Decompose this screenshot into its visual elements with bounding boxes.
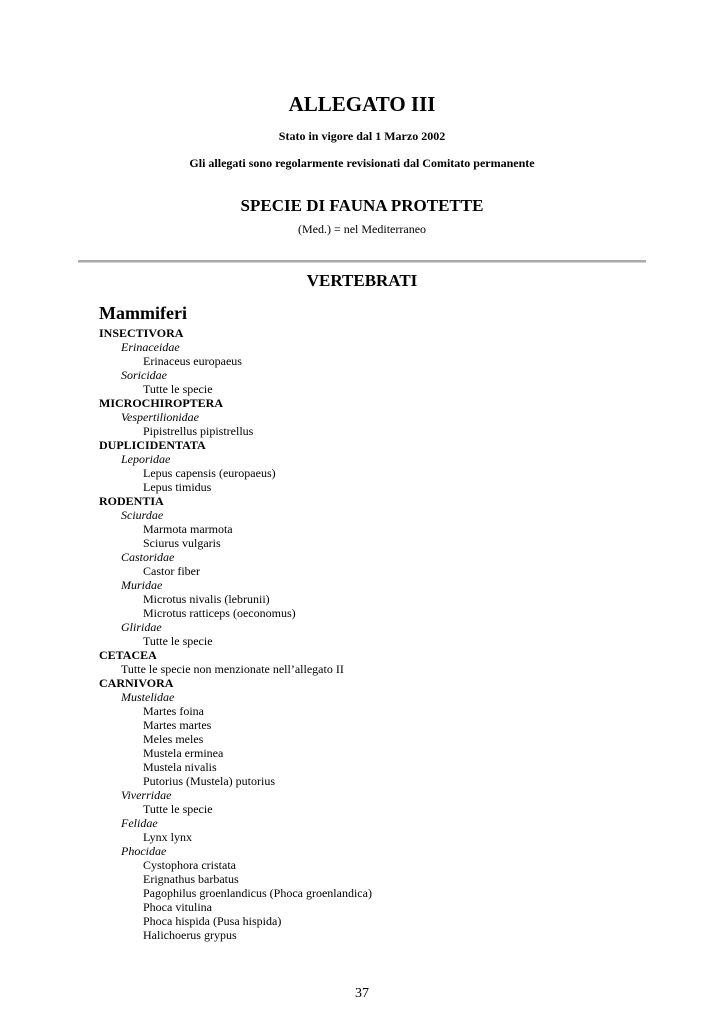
species-item: Marmota marmota (143, 522, 233, 536)
revision-note: Gli allegati sono regolarmente revisionati dal Comitato permanente (189, 156, 535, 170)
document-title: ALLEGATO III (288, 92, 436, 116)
class-heading: Mammiferi (99, 303, 187, 323)
order-heading: MICROCHIROPTERA (99, 396, 224, 410)
species-item: Erignathus barbatus (143, 872, 239, 886)
species-item: Tutte le specie (143, 382, 213, 396)
family-heading: Mustelidae (121, 690, 175, 704)
order-heading: CARNIVORA (99, 676, 174, 690)
species-item: Lynx lynx (143, 830, 193, 844)
species-item: Lepus timidus (143, 480, 212, 494)
family-heading: Phocidae (121, 844, 167, 858)
species-item: Erinaceus europaeus (143, 354, 242, 368)
family-heading: Soricidae (121, 368, 167, 382)
family-heading: Vespertilionidae (121, 410, 199, 424)
species-item: Pipistrellus pipistrellus (143, 424, 254, 438)
species-item: Microtus nivalis (lebrunii) (143, 592, 270, 606)
status-line: Stato in vigore dal 1 Marzo 2002 (278, 129, 446, 143)
family-heading: Felidae (121, 816, 158, 830)
species-item: Martes martes (143, 718, 212, 732)
species-item: Microtus ratticeps (oeconomus) (143, 606, 296, 620)
section-title: VERTEBRATI (306, 271, 418, 290)
family-heading: Castoridae (121, 550, 175, 564)
order-heading: RODENTIA (99, 494, 164, 508)
species-item: Mustela nivalis (143, 760, 217, 774)
family-heading: Sciurdae (121, 508, 164, 522)
order-heading: DUPLICIDENTATA (99, 438, 206, 452)
species-item: Meles meles (143, 732, 204, 746)
species-item: Tutte le specie (143, 634, 213, 648)
section-divider (78, 260, 646, 263)
species-item: Halichoerus grypus (143, 928, 237, 942)
family-heading: Erinaceidae (121, 340, 180, 354)
page-number: 37 (355, 986, 369, 1001)
species-item: Lepus capensis (europaeus) (143, 466, 276, 480)
family-heading: Muridae (121, 578, 163, 592)
species-item: Tutte le specie (143, 802, 213, 816)
family-heading: Leporidae (121, 452, 171, 466)
order-note: Tutte le specie non menzionate nell’allegato II (121, 662, 344, 676)
family-heading: Gliridae (121, 620, 162, 634)
order-heading: INSECTIVORA (99, 326, 184, 340)
species-item: Pagophilus groenlandicus (Phoca groenlandica) (143, 886, 372, 900)
species-item: Cystophora cristata (143, 858, 236, 872)
species-item: Putorius (Mustela) putorius (143, 774, 275, 788)
family-heading: Viverridae (121, 788, 172, 802)
species-item: Mustela erminea (143, 746, 224, 760)
species-item: Sciurus vulgaris (143, 536, 221, 550)
species-list (99, 326, 372, 942)
species-item: Castor fiber (143, 564, 200, 578)
species-item: Phoca hispida (Pusa hispida) (143, 914, 282, 928)
species-item: Martes foina (143, 704, 204, 718)
species-item: Phoca vitulina (143, 900, 212, 914)
mediterranean-note: (Med.) = nel Mediterraneo (297, 222, 427, 236)
order-heading: CETACEA (99, 648, 157, 662)
document-subtitle: SPECIE DI FAUNA PROTETTE (240, 196, 484, 215)
